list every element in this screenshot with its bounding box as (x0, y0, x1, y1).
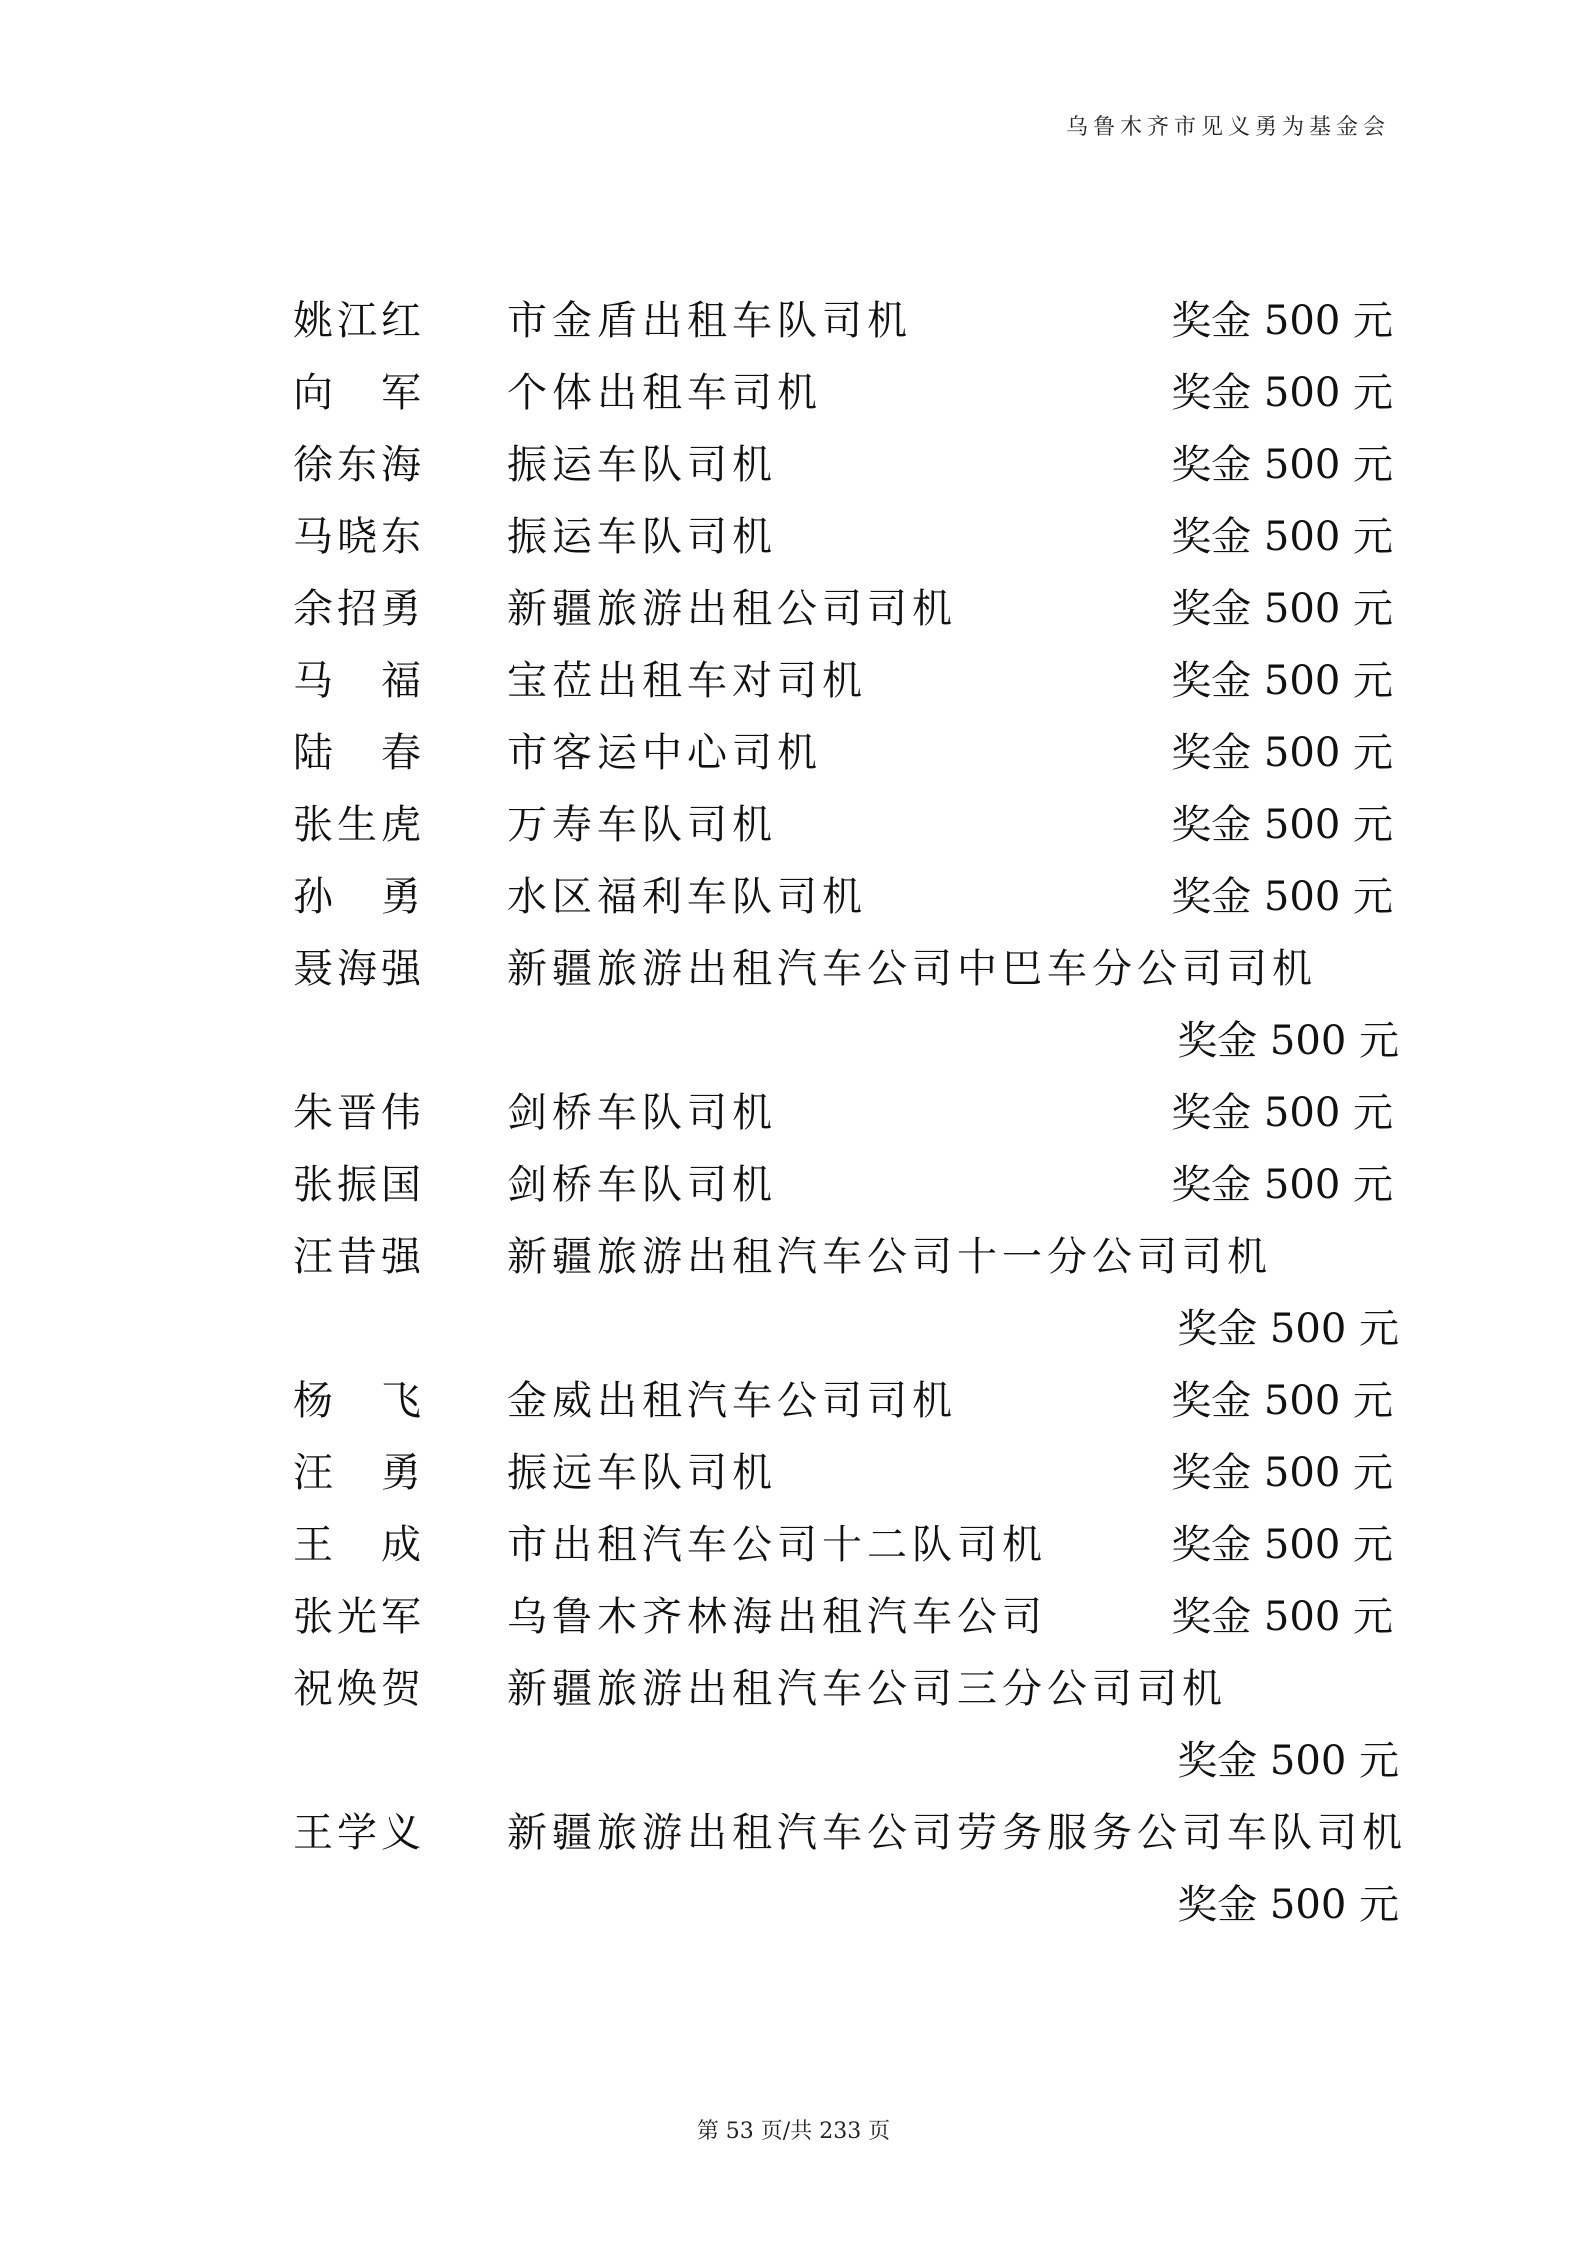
list-item (293, 1005, 1399, 1077)
recipient-name: 马 福 (293, 658, 423, 704)
recipient-name: 祝焕贺 (293, 1666, 423, 1712)
header-organization: 乌鲁木齐市见义勇为基金会 (1065, 115, 1390, 140)
recipient-organization: 新疆旅游出租汽车公司中巴车分公司司机 (507, 946, 1317, 992)
recipient-organization: 振远车队司机 (507, 1450, 777, 1496)
recipient-organization: 乌鲁木齐林海出租汽车公司 (507, 1594, 1047, 1640)
award-amount: 奖金 500 元 (1171, 370, 1393, 416)
recipient-organization: 新疆旅游出租汽车公司劳务服务公司车队司机 (507, 1810, 1407, 1856)
recipient-name: 姚江红 (293, 298, 423, 344)
recipient-organization: 水区福利车队司机 (507, 874, 867, 920)
recipient-name: 余招勇 (293, 586, 423, 632)
list-item (293, 1365, 1393, 1437)
recipient-organization: 振运车队司机 (507, 442, 777, 488)
recipient-name: 陆 春 (293, 730, 423, 776)
list-item (293, 1869, 1399, 1941)
recipient-organization: 新疆旅游出租汽车公司三分公司司机 (507, 1666, 1227, 1712)
recipient-organization: 市客运中心司机 (507, 730, 822, 776)
list-item (293, 1581, 1393, 1653)
recipient-organization: 宝莅出租车对司机 (507, 658, 867, 704)
list-item (293, 933, 1393, 1005)
page-number: 第 53 页/共 233 页 (696, 2119, 891, 2144)
list-item (293, 501, 1393, 573)
award-amount: 奖金 500 元 (1171, 1162, 1393, 1208)
list-item (293, 1077, 1393, 1149)
recipient-name: 徐东海 (293, 442, 423, 488)
award-amount: 奖金 500 元 (1171, 514, 1393, 560)
list-item (293, 573, 1393, 645)
recipient-organization: 市金盾出租车队司机 (507, 298, 912, 344)
recipient-name: 孙 勇 (293, 874, 423, 920)
award-amount: 奖金 500 元 (1171, 1090, 1393, 1136)
list-item (293, 1293, 1399, 1365)
award-amount: 奖金 500 元 (1177, 1306, 1399, 1352)
award-amount: 奖金 500 元 (1171, 1450, 1393, 1496)
recipient-organization: 剑桥车队司机 (507, 1162, 777, 1208)
recipient-organization: 金威出租汽车公司司机 (507, 1378, 957, 1424)
award-amount: 奖金 500 元 (1171, 1522, 1393, 1568)
recipient-name: 向 军 (293, 370, 423, 416)
recipient-name: 张振国 (293, 1162, 423, 1208)
recipient-name: 杨 飞 (293, 1378, 423, 1424)
list-item (293, 645, 1393, 717)
list-item (293, 717, 1393, 789)
recipient-organization: 市出租汽车公司十二队司机 (507, 1522, 1047, 1568)
recipient-organization: 剑桥车队司机 (507, 1090, 777, 1136)
recipient-name: 汪 勇 (293, 1450, 423, 1496)
list-item (293, 1653, 1393, 1725)
list-item (293, 1221, 1393, 1293)
award-amount: 奖金 500 元 (1171, 730, 1393, 776)
award-amount: 奖金 500 元 (1171, 874, 1393, 920)
award-amount: 奖金 500 元 (1171, 298, 1393, 344)
recipient-organization: 万寿车队司机 (507, 802, 777, 848)
recipient-organization: 个体出租车司机 (507, 370, 822, 416)
recipient-name: 汪昔强 (293, 1234, 423, 1280)
list-item (293, 357, 1393, 429)
recipient-name: 马晓东 (293, 514, 423, 560)
list-item (293, 789, 1393, 861)
recipient-organization: 新疆旅游出租汽车公司十一分公司司机 (507, 1234, 1272, 1280)
list-item (293, 1149, 1393, 1221)
list-item (293, 1725, 1399, 1797)
recipient-name: 王 成 (293, 1522, 423, 1568)
list-item (293, 861, 1393, 933)
recipient-name: 朱晋伟 (293, 1090, 423, 1136)
list-item (293, 1797, 1407, 1869)
list-item (293, 1437, 1393, 1509)
recipient-organization: 新疆旅游出租公司司机 (507, 586, 957, 632)
recipient-name: 聂海强 (293, 946, 423, 992)
award-list (293, 285, 1407, 1941)
award-amount: 奖金 500 元 (1177, 1738, 1399, 1784)
list-item (293, 1509, 1393, 1581)
award-amount: 奖金 500 元 (1171, 1378, 1393, 1424)
recipient-name: 张生虎 (293, 802, 423, 848)
award-amount: 奖金 500 元 (1171, 1594, 1393, 1640)
award-amount: 奖金 500 元 (1177, 1018, 1399, 1064)
recipient-name: 张光军 (293, 1594, 423, 1640)
award-amount: 奖金 500 元 (1171, 658, 1393, 704)
list-item (293, 285, 1393, 357)
list-item (293, 429, 1393, 501)
award-amount: 奖金 500 元 (1177, 1882, 1399, 1928)
award-amount: 奖金 500 元 (1171, 802, 1393, 848)
award-amount: 奖金 500 元 (1171, 586, 1393, 632)
award-amount: 奖金 500 元 (1171, 442, 1393, 488)
recipient-name: 王学义 (293, 1810, 423, 1856)
recipient-organization: 振运车队司机 (507, 514, 777, 560)
